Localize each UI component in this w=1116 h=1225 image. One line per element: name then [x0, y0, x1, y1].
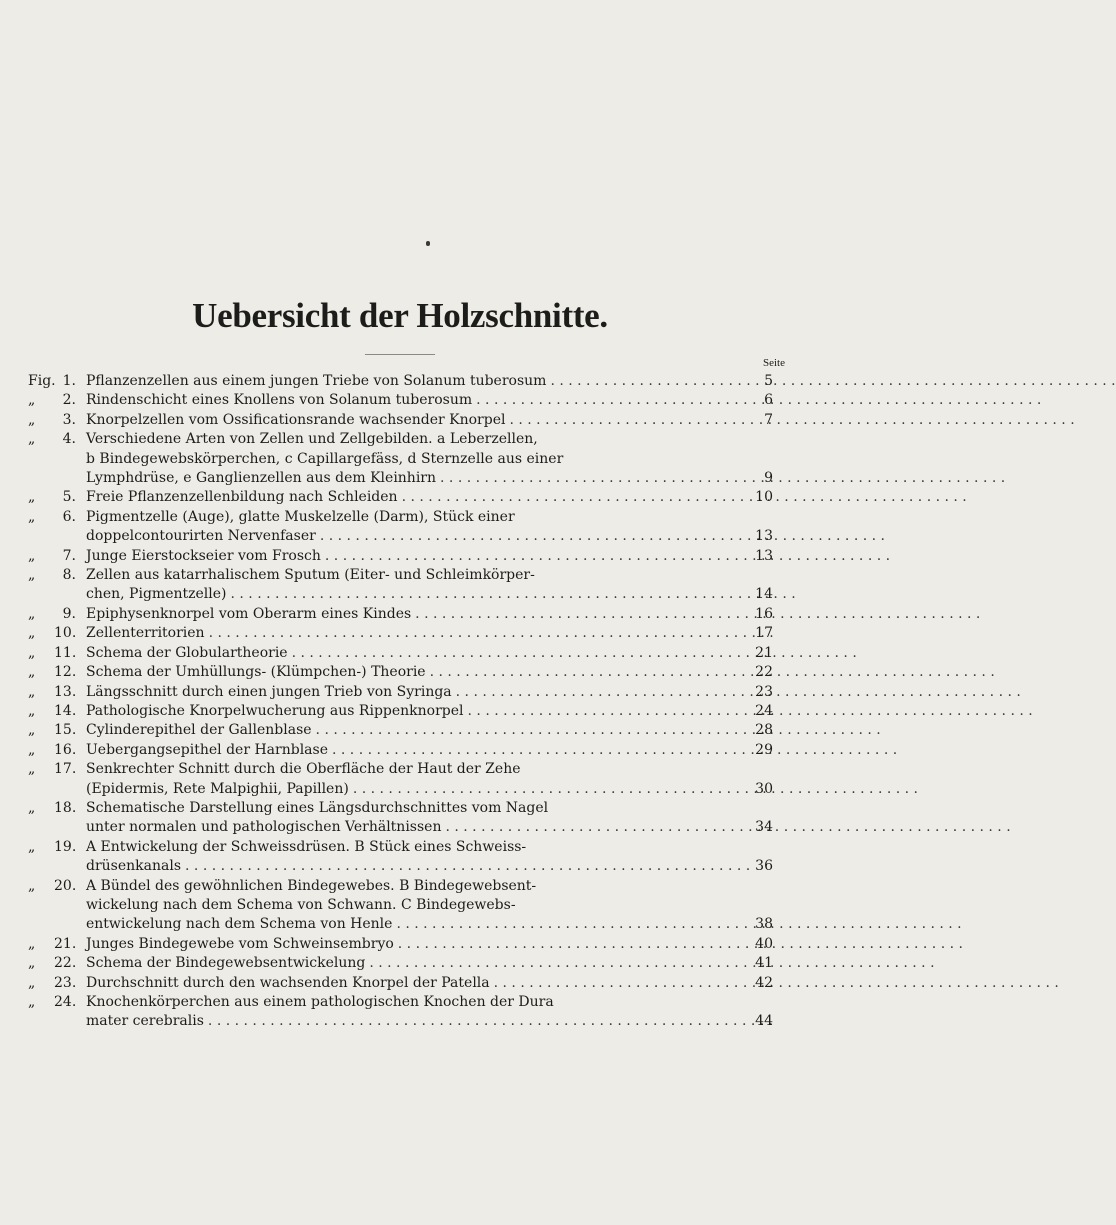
page-number: 40: [755, 935, 773, 952]
dot-leader: [227, 585, 796, 604]
page-number: 13: [755, 547, 773, 564]
dot-leader: [181, 857, 750, 876]
title-rule: [365, 354, 435, 355]
page-number: 14: [755, 586, 773, 603]
figure-caption-line: A Bündel des gewöhnlichen Bindegewebes. B Bindegewebsent-: [86, 877, 537, 894]
figure-number: 19.: [54, 838, 77, 855]
figure-caption-line: Rindenschicht eines Knollens von Solanum tuberosum . . .: [86, 391, 745, 410]
ditto-mark: „: [28, 664, 36, 681]
figure-caption-line: chen, Pigmentzelle) . . .: [86, 585, 745, 604]
dot-leader: [392, 915, 961, 934]
ditto-mark: „: [28, 838, 36, 855]
page-number: 17: [755, 625, 773, 642]
fig-label: Fig.: [28, 373, 56, 389]
figure-entry: [28, 605, 773, 624]
figure-caption-line: Senkrechter Schnitt durch die Oberfläche der Haut der Zehe: [86, 761, 521, 778]
figure-entry: [28, 644, 773, 663]
page-number: 24: [755, 702, 773, 719]
ditto-mark: „: [28, 392, 36, 409]
ditto-mark: „: [28, 877, 36, 894]
figure-entry: [28, 974, 773, 993]
figure-caption-line: Durchschnitt durch den wachsenden Knorpel der Patella . . .: [86, 974, 745, 993]
figure-entry: [28, 838, 773, 877]
dot-leader: [204, 1012, 773, 1031]
ditto-mark: „: [28, 644, 36, 661]
ditto-mark: „: [28, 761, 36, 778]
page-number: 44: [755, 1013, 773, 1030]
dot-leader: [441, 818, 1010, 837]
figure-number: 20.: [54, 877, 77, 894]
page-number: 16: [755, 605, 773, 622]
figure-number: 3.: [62, 411, 76, 428]
figure-number: 1.: [62, 373, 76, 389]
figure-number: 9.: [62, 605, 76, 622]
figure-entry: [28, 993, 773, 1032]
figure-number: 6.: [62, 508, 76, 525]
ink-speck: [426, 241, 430, 246]
figure-number: 12.: [54, 664, 77, 681]
figure-caption-line: Knochenkörperchen aus einem pathologischen Knochen der Dura: [86, 994, 554, 1010]
figure-entry: [28, 547, 773, 566]
column-header-seite: Seite: [763, 357, 785, 369]
dot-leader: [398, 488, 967, 507]
figure-number: 17.: [54, 761, 77, 778]
figure-caption-line: Knorpelzellen vom Ossificationsrande wachsender Knorpel . . .: [86, 411, 745, 430]
figure-number: 10.: [54, 625, 77, 642]
page-number: 23: [755, 683, 773, 700]
page-title: Uebersicht der Holzschnitte.: [192, 296, 608, 335]
figure-caption-line: Verschiedene Arten von Zellen und Zellgebilden. a Leberzellen,: [86, 431, 538, 448]
figure-caption-line: Pflanzenzellen aus einem jungen Triebe von Solanum tuberosum . . .: [86, 372, 745, 391]
ditto-mark: „: [28, 567, 36, 584]
figure-number: 5.: [62, 489, 76, 506]
figure-entry: [28, 391, 773, 410]
figure-number: 11.: [54, 644, 77, 661]
page-number: 38: [755, 916, 773, 933]
dot-leader: [394, 935, 963, 954]
ditto-mark: „: [28, 702, 36, 719]
page-number: 5: [764, 373, 773, 389]
page-number: 28: [755, 722, 773, 739]
figure-list: [28, 372, 773, 1032]
ditto-mark: „: [28, 799, 36, 816]
figure-caption-line: (Epidermis, Rete Malpighii, Papillen) . . .: [86, 780, 745, 799]
page-number: 29: [755, 741, 773, 758]
ditto-mark: „: [28, 547, 36, 564]
figure-entry: [28, 683, 773, 702]
page-number: 34: [755, 819, 773, 836]
figure-caption-line: Uebergangsepithel der Harnblase . . .: [86, 741, 745, 760]
page-number: 21: [755, 644, 773, 661]
ditto-mark: „: [28, 411, 36, 428]
figure-entry: [28, 877, 773, 935]
figure-caption-line: b Bindegewebskörperchen, c Capillargefäss, d Sternzelle aus einer: [86, 450, 564, 467]
figure-caption-line: wickelung nach dem Schema von Schwann. C Bindegewebs-: [86, 896, 516, 913]
page-number: 41: [755, 955, 773, 972]
figure-caption-line: Schema der Globulartheorie . . .: [86, 644, 745, 663]
dot-leader: [411, 605, 980, 624]
figure-number: 8.: [62, 567, 76, 584]
figure-number: 22.: [54, 955, 77, 972]
dot-leader: [436, 469, 1005, 488]
figure-entry: [28, 488, 773, 507]
figure-entry: [28, 508, 773, 547]
figure-entry: [28, 935, 773, 954]
figure-entry: [28, 372, 773, 391]
dot-leader: [312, 721, 881, 740]
dot-leader: [328, 741, 897, 760]
dot-leader: [205, 624, 774, 643]
ditto-mark: „: [28, 955, 36, 972]
dot-leader: [452, 683, 1021, 702]
ditto-mark: „: [28, 508, 36, 525]
figure-caption-line: Zellen aus katarrhalischem Sputum (Eiter- und Schleimkörper-: [86, 567, 535, 584]
figure-caption-line: mater cerebralis . . .: [86, 1012, 745, 1031]
page-number: 36: [755, 858, 773, 875]
figure-entry: [28, 663, 773, 682]
page-number: 10: [755, 489, 773, 506]
page-number: 9: [764, 470, 773, 487]
figure-entry: [28, 954, 773, 973]
figure-entry: [28, 741, 773, 760]
ditto-mark: „: [28, 974, 36, 991]
page-number: 22: [755, 664, 773, 681]
figure-caption-line: Cylinderepithel der Gallenblase . . .: [86, 721, 745, 740]
dot-leader: [490, 974, 1059, 993]
figure-caption-line: Lymphdrüse, e Ganglienzellen aus dem Kleinhirn . . .: [86, 469, 745, 488]
figure-number: 4.: [62, 431, 76, 448]
figure-entry: [28, 799, 773, 838]
figure-number: 14.: [54, 702, 77, 719]
figure-caption-line: Schematische Darstellung eines Längsdurchschnittes vom Nagel: [86, 799, 549, 816]
page-number: 42: [755, 974, 773, 991]
figure-entry: [28, 566, 773, 605]
figure-caption-line: Zellenterritorien . . .: [86, 624, 745, 643]
page-number: 13: [755, 528, 773, 545]
figure-number: 18.: [54, 799, 77, 816]
figure-number: 21.: [54, 935, 77, 952]
figure-number: 2.: [62, 392, 76, 409]
figure-caption-line: entwickelung nach dem Schema von Henle . . .: [86, 915, 745, 934]
figure-caption-line: Freie Pflanzenzellenbildung nach Schleiden . . .: [86, 488, 745, 507]
figure-caption-line: Epiphysenknorpel vom Oberarm eines Kindes . . .: [86, 605, 745, 624]
figure-caption-line: Junges Bindegewebe vom Schweinsembryo . . .: [86, 935, 745, 954]
figure-caption-line: Pathologische Knorpelwucherung aus Rippenknorpel . . .: [86, 702, 745, 721]
figure-entry: [28, 702, 773, 721]
figure-number: 7.: [62, 547, 76, 564]
dot-leader: [426, 663, 995, 682]
dot-leader: [349, 780, 918, 799]
dot-leader: [546, 372, 1115, 391]
figure-number: 23.: [54, 974, 77, 991]
figure-caption-line: Junge Eierstockseier vom Frosch . . .: [86, 547, 745, 566]
ditto-mark: „: [28, 994, 36, 1010]
ditto-mark: „: [28, 683, 36, 700]
ditto-mark: „: [28, 722, 36, 739]
figure-number: 13.: [54, 683, 77, 700]
dot-leader: [365, 954, 934, 973]
figure-caption-line: A Entwickelung der Schweissdrüsen. B Stück eines Schweiss-: [86, 838, 527, 855]
ditto-mark: „: [28, 935, 36, 952]
ditto-mark: „: [28, 431, 36, 448]
ditto-mark: „: [28, 741, 36, 758]
figure-caption-line: doppelcontourirten Nervenfaser . . .: [86, 527, 745, 546]
figure-entry: [28, 721, 773, 740]
dot-leader: [505, 411, 1074, 430]
figure-number: 15.: [54, 722, 77, 739]
figure-number: 16.: [54, 741, 77, 758]
ditto-mark: „: [28, 489, 36, 506]
page-number: 6: [764, 392, 773, 409]
figure-caption-line: Schema der Bindegewebsentwickelung . . .: [86, 954, 745, 973]
ditto-mark: „: [28, 605, 36, 622]
figure-number: 24.: [54, 994, 77, 1010]
page-number: 30: [755, 780, 773, 797]
figure-caption-line: unter normalen und pathologischen Verhältnissen . . .: [86, 818, 745, 837]
figure-caption-line: drüsenkanals . . .: [86, 857, 745, 876]
figure-entry: [28, 760, 773, 799]
figure-caption-line: Schema der Umhüllungs- (Klümpchen-) Theorie . . .: [86, 663, 745, 682]
dot-leader: [321, 547, 890, 566]
figure-caption-line: Längsschnitt durch einen jungen Trieb von Syringa . . .: [86, 683, 745, 702]
figure-entry: [28, 411, 773, 430]
figure-caption-line: Pigmentzelle (Auge), glatte Muskelzelle (Darm), Stück einer: [86, 508, 515, 525]
figure-entry: [28, 430, 773, 488]
dot-leader: [316, 527, 885, 546]
ditto-mark: „: [28, 625, 36, 642]
figure-entry: [28, 624, 773, 643]
page-number: 7: [764, 411, 773, 428]
